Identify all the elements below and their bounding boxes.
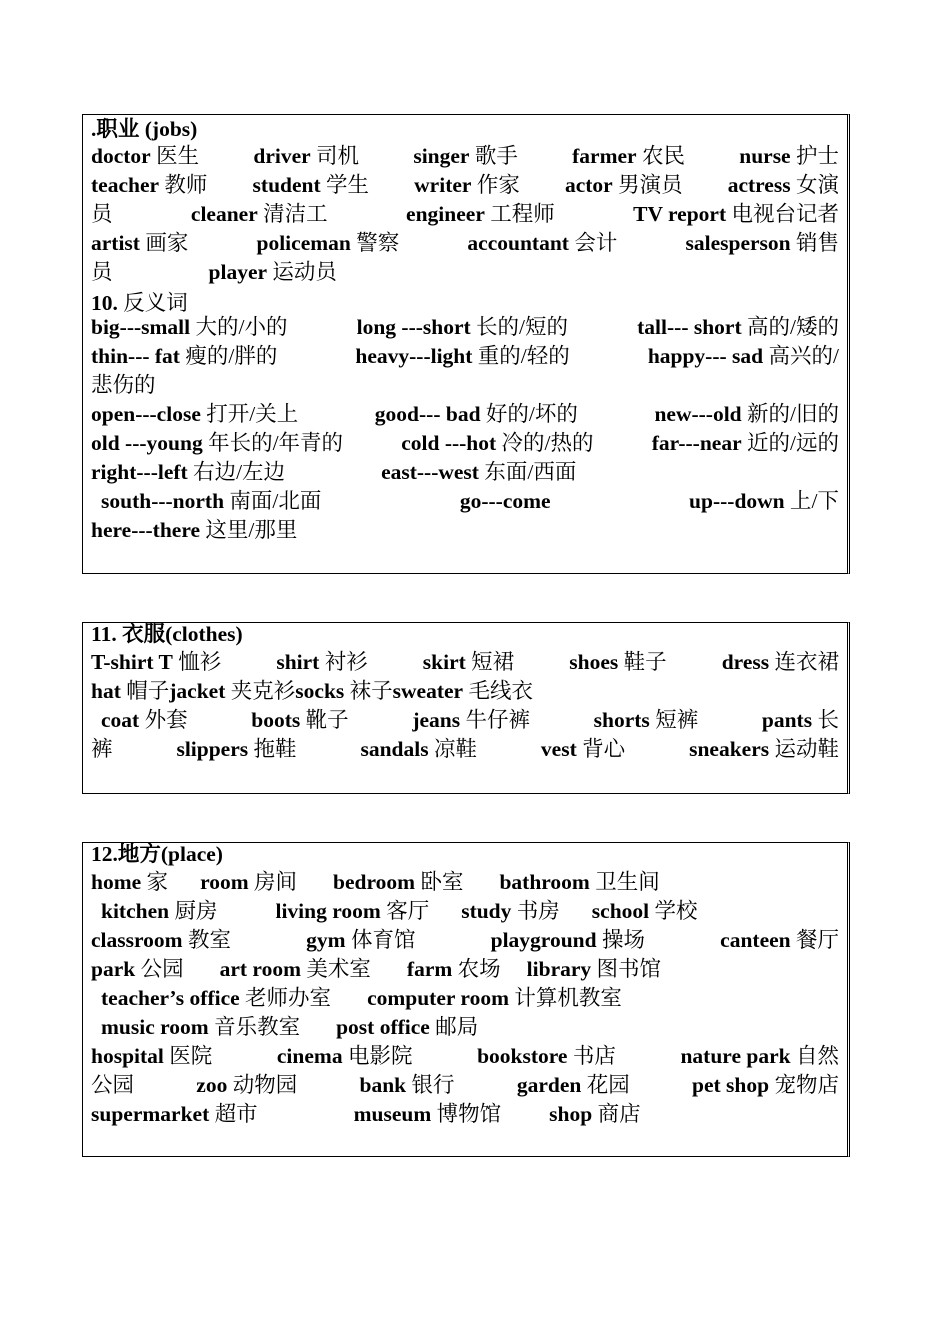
clothes-english-word: shirt — [276, 650, 320, 674]
antonyms-chinese-meaning: 南面/北面 — [224, 489, 322, 513]
clothes-chinese-meaning: 拖鞋 — [248, 737, 297, 761]
antonyms-entry — [689, 487, 839, 516]
places-entry — [196, 1071, 297, 1100]
jobs-chinese-meaning: 清洁工 — [257, 202, 328, 226]
places-english-word: shop — [549, 1102, 593, 1126]
jobs-entry — [191, 200, 328, 229]
antonyms-english-word: big---small — [91, 315, 191, 339]
jobs-chinese-meaning: 歌手 — [469, 144, 518, 168]
antonyms-row — [91, 371, 839, 400]
places-english-word: library — [526, 957, 592, 981]
places-entry — [407, 955, 501, 984]
places-entry — [461, 897, 560, 926]
places-chinese-meaning: 邮局 — [429, 1015, 479, 1039]
jobs-row — [91, 258, 839, 287]
jobs-chinese-meaning: 工程师 — [484, 202, 555, 226]
places-entry — [549, 1100, 640, 1129]
clothes-entry — [295, 677, 392, 706]
antonyms-chinese-meaning: 新的/旧的 — [741, 402, 839, 426]
clothes-chinese-meaning: 运动鞋 — [769, 737, 839, 761]
jobs-entry — [91, 171, 207, 200]
antonyms-chinese-meaning: 冷的/热的 — [496, 431, 594, 455]
places-chinese-meaning: 动物园 — [227, 1073, 298, 1097]
places-entry — [527, 955, 661, 984]
places-english-word: bookstore — [477, 1044, 568, 1068]
places-entry — [499, 868, 659, 897]
places-entry — [491, 926, 645, 955]
antonyms-english-word: cold ---hot — [401, 431, 497, 455]
clothes-row — [91, 735, 839, 764]
clothes-entry — [594, 706, 699, 735]
antonyms-chinese-meaning: 近的/远的 — [741, 431, 839, 455]
jobs-chinese-meaning: 农民 — [636, 144, 685, 168]
antonyms-heading: 10. 反义词 — [91, 291, 188, 315]
clothes-english-word: socks — [295, 679, 345, 703]
antonyms-english-word: old ---young — [91, 431, 203, 455]
places-entry — [91, 955, 184, 984]
places-english-word: classroom — [91, 928, 183, 952]
places-entry — [91, 1071, 134, 1100]
clothes-chinese-meaning: 袜子 — [344, 679, 393, 703]
places-english-word: supermarket — [91, 1102, 210, 1126]
places-english-word: computer room — [367, 986, 509, 1010]
places-chinese-meaning: 图书馆 — [591, 957, 662, 981]
places-row — [101, 1013, 839, 1042]
jobs-chinese-meaning: 警察 — [350, 231, 400, 255]
jobs-english-word: farmer — [572, 144, 637, 168]
places-entry — [680, 1042, 839, 1071]
places-english-word: music room — [101, 1015, 209, 1039]
places-english-word: bedroom — [333, 870, 416, 894]
places-english-word: study — [461, 899, 512, 923]
antonyms-chinese-meaning: 东面/西面 — [478, 460, 577, 484]
places-chinese-meaning: 医院 — [163, 1044, 213, 1068]
clothes-entry — [276, 648, 367, 677]
places-entry — [220, 955, 371, 984]
antonyms-chinese-meaning: 年长的/年青的 — [202, 431, 344, 455]
clothes-english-word: boots — [251, 708, 301, 732]
jobs-chinese-meaning: 学生 — [320, 173, 370, 197]
places-row — [91, 1100, 839, 1129]
places-english-word: living room — [275, 899, 381, 923]
antonyms-chinese-meaning: 悲伤的 — [91, 373, 156, 397]
places-english-word: hospital — [91, 1044, 164, 1068]
antonyms-chinese-meaning: 长的/短的 — [470, 315, 569, 339]
jobs-chinese-meaning: 画家 — [139, 231, 189, 255]
jobs-chinese-meaning: 电视台记者 — [726, 202, 839, 226]
places-english-word: cinema — [276, 1044, 343, 1068]
antonyms-entry — [357, 313, 568, 342]
places-entry — [101, 897, 217, 926]
antonyms-entry — [101, 487, 321, 516]
places-english-word: gym — [306, 928, 346, 952]
places-english-word: playground — [490, 928, 597, 952]
places-chinese-meaning: 花园 — [581, 1073, 630, 1097]
places-english-word: bank — [359, 1073, 407, 1097]
places-entry — [720, 926, 839, 955]
jobs-english-word: teacher — [91, 173, 160, 197]
jobs-chinese-meaning: 作家 — [471, 173, 520, 197]
antonyms-entry — [401, 429, 593, 458]
clothes-chinese-meaning: 鞋子 — [618, 650, 667, 674]
antonyms-entry — [381, 458, 576, 487]
antonyms-entry — [91, 429, 343, 458]
places-chinese-meaning: 学校 — [649, 899, 698, 923]
jobs-entry — [565, 171, 683, 200]
clothes-entry — [91, 677, 169, 706]
places-entry — [277, 1042, 413, 1071]
clothes-entry — [569, 648, 666, 677]
places-entry — [333, 868, 463, 897]
jobs-entry — [253, 171, 370, 200]
places-chinese-meaning: 卫生间 — [589, 870, 660, 894]
antonyms-entry — [637, 313, 839, 342]
jobs-english-word: singer — [413, 144, 470, 168]
places-english-word: school — [591, 899, 650, 923]
places-english-word: teacher’s office — [101, 986, 240, 1010]
places-chinese-meaning: 餐厅 — [790, 928, 839, 952]
clothes-chinese-meaning: 裤 — [91, 737, 113, 761]
places-chinese-meaning: 自然 — [790, 1044, 839, 1068]
places-english-word: room — [200, 870, 249, 894]
clothes-chinese-meaning: 帽子 — [120, 679, 170, 703]
antonyms-entry — [91, 400, 298, 429]
places-english-word: art room — [219, 957, 302, 981]
clothes-entry — [423, 648, 514, 677]
antonyms-row — [101, 487, 839, 516]
antonyms-entry — [91, 371, 156, 400]
antonyms-row — [91, 342, 839, 371]
places-entry — [517, 1071, 630, 1100]
places-chinese-meaning: 银行 — [406, 1073, 455, 1097]
jobs-entry — [91, 200, 113, 229]
clothes-entry — [412, 706, 530, 735]
antonyms-chinese-meaning: 打开/关上 — [200, 402, 299, 426]
places-chinese-meaning: 操场 — [596, 928, 645, 952]
clothes-heading: 11. 衣服(clothes) — [91, 622, 243, 646]
jobs-english-word: actress — [727, 173, 791, 197]
antonyms-entry — [654, 400, 839, 429]
places-chinese-meaning: 厨房 — [169, 899, 218, 923]
jobs-english-word: student — [252, 173, 321, 197]
places-english-word: farm — [406, 957, 453, 981]
places-chinese-meaning: 公园 — [91, 1073, 135, 1097]
antonyms-chinese-meaning: 大的/小的 — [190, 315, 288, 339]
jobs-english-word: salesperson — [685, 231, 791, 255]
clothes-entry — [91, 648, 221, 677]
places-chinese-meaning: 博物馆 — [431, 1102, 502, 1126]
clothes-english-word: T-shirt T — [91, 650, 173, 674]
clothes-entry — [762, 706, 839, 735]
places-chinese-meaning: 家 — [141, 870, 169, 894]
jobs-english-word: actor — [564, 173, 613, 197]
antonyms-english-word: here---there — [91, 518, 201, 542]
places-entry — [91, 1042, 212, 1071]
jobs-english-word: artist — [91, 231, 140, 255]
jobs-row — [91, 200, 839, 229]
jobs-chinese-meaning: 司机 — [310, 144, 360, 168]
places-english-word: canteen — [720, 928, 791, 952]
antonyms-row — [91, 458, 839, 487]
jobs-row — [91, 229, 839, 258]
clothes-english-word: slippers — [176, 737, 249, 761]
antonyms-chinese-meaning: 好的/坏的 — [480, 402, 578, 426]
clothes-entry — [176, 735, 296, 764]
places-english-word: kitchen — [101, 899, 170, 923]
clothes-chinese-meaning: 衬衫 — [319, 650, 368, 674]
clothes-chinese-meaning: 靴子 — [300, 708, 349, 732]
jobs-entry — [728, 171, 839, 200]
places-heading: 12.地方(place) — [91, 842, 223, 866]
antonyms-entry — [91, 342, 277, 371]
clothes-entry — [722, 648, 839, 677]
antonyms-english-word: south---north — [101, 489, 225, 513]
jobs-english-word: player — [208, 260, 268, 284]
jobs-entry — [413, 142, 518, 171]
places-entry — [91, 1100, 258, 1129]
jobs-entry — [633, 200, 839, 229]
jobs-english-word: engineer — [406, 202, 485, 226]
jobs-english-word: policeman — [256, 231, 351, 255]
jobs-antonyms-box — [82, 114, 850, 574]
clothes-chinese-meaning: 夹克衫 — [225, 679, 296, 703]
places-entry — [477, 1042, 616, 1071]
antonyms-english-word: long ---short — [356, 315, 471, 339]
places-english-word: zoo — [196, 1073, 228, 1097]
places-chinese-meaning: 老师办室 — [239, 986, 332, 1010]
jobs-entry — [685, 229, 839, 258]
clothes-english-word: shorts — [593, 708, 650, 732]
antonyms-entry — [460, 487, 551, 516]
places-entry — [275, 897, 429, 926]
jobs-entry — [467, 229, 617, 258]
jobs-chinese-meaning: 教师 — [159, 173, 208, 197]
clothes-box — [82, 622, 850, 794]
jobs-entry — [91, 229, 188, 258]
clothes-entry — [393, 677, 533, 706]
clothes-entry — [360, 735, 477, 764]
places-chinese-meaning: 商店 — [592, 1102, 641, 1126]
jobs-entry — [406, 200, 555, 229]
clothes-row — [91, 677, 839, 706]
antonyms-chinese-meaning: 右边/左边 — [187, 460, 286, 484]
clothes-chinese-meaning: 外套 — [139, 708, 188, 732]
antonyms-entry — [91, 458, 285, 487]
clothes-chinese-meaning: 短裤 — [649, 708, 699, 732]
jobs-entry — [253, 142, 359, 171]
places-row — [91, 926, 839, 955]
places-english-word: nature park — [680, 1044, 791, 1068]
jobs-english-word: TV report — [633, 202, 727, 226]
jobs-row — [91, 171, 839, 200]
places-entry — [91, 868, 168, 897]
clothes-entry — [689, 735, 839, 764]
places-entry — [592, 897, 698, 926]
jobs-chinese-meaning: 员 — [91, 260, 113, 284]
clothes-row — [91, 648, 839, 677]
antonyms-chinese-meaning: 瘦的/胖的 — [179, 344, 278, 368]
clothes-english-word: sweater — [392, 679, 464, 703]
clothes-english-word: pants — [761, 708, 813, 732]
jobs-chinese-meaning: 女演 — [790, 173, 839, 197]
antonyms-english-word: east---west — [381, 460, 479, 484]
places-chinese-meaning: 超市 — [209, 1102, 258, 1126]
clothes-english-word: skirt — [422, 650, 466, 674]
places-chinese-meaning: 书房 — [511, 899, 560, 923]
places-english-word: bathroom — [499, 870, 590, 894]
clothes-chinese-meaning: 恤衫 — [172, 650, 222, 674]
antonyms-english-word: far---near — [651, 431, 742, 455]
jobs-entry — [209, 258, 337, 287]
places-entry — [360, 1071, 455, 1100]
antonyms-chinese-meaning: 上/下 — [784, 489, 839, 513]
clothes-chinese-meaning: 牛仔裤 — [460, 708, 530, 732]
jobs-english-word: doctor — [91, 144, 151, 168]
antonyms-english-word: thin--- fat — [91, 344, 180, 368]
clothes-chinese-meaning: 连衣裙 — [769, 650, 839, 674]
antonyms-entry — [648, 342, 839, 371]
clothes-entry — [541, 735, 625, 764]
places-chinese-meaning: 客厅 — [380, 899, 430, 923]
antonyms-chinese-meaning: 这里/那里 — [200, 518, 298, 542]
places-chinese-meaning: 农场 — [452, 957, 501, 981]
jobs-entry — [572, 142, 685, 171]
places-chinese-meaning: 书店 — [567, 1044, 616, 1068]
places-entry — [101, 984, 331, 1013]
antonyms-english-word: new---old — [654, 402, 742, 426]
jobs-english-word: writer — [414, 173, 472, 197]
antonyms-english-word: right---left — [91, 460, 188, 484]
places-entry — [200, 868, 297, 897]
jobs-heading: .职业 (jobs) — [91, 117, 198, 141]
clothes-entry — [91, 735, 113, 764]
clothes-english-word: vest — [540, 737, 577, 761]
clothes-english-word: shoes — [569, 650, 619, 674]
places-chinese-meaning: 宠物店 — [769, 1073, 839, 1097]
jobs-chinese-meaning: 运动员 — [267, 260, 337, 284]
jobs-entry — [739, 142, 839, 171]
clothes-english-word: jacket — [169, 679, 226, 703]
clothes-chinese-meaning: 长 — [812, 708, 839, 732]
places-entry — [367, 984, 622, 1013]
places-row — [91, 955, 839, 984]
jobs-chinese-meaning: 会计 — [568, 231, 618, 255]
clothes-english-word: dress — [721, 650, 770, 674]
places-english-word: museum — [353, 1102, 432, 1126]
places-english-word: pet shop — [691, 1073, 770, 1097]
antonyms-row — [91, 313, 839, 342]
jobs-chinese-meaning: 销售 — [790, 231, 839, 255]
places-box — [82, 842, 850, 1157]
clothes-english-word: hat — [91, 679, 121, 703]
jobs-english-word: accountant — [467, 231, 569, 255]
places-row — [91, 868, 839, 897]
clothes-chinese-meaning: 短裙 — [465, 650, 515, 674]
places-entry — [91, 926, 231, 955]
antonyms-english-word: up---down — [689, 489, 785, 513]
clothes-english-word: coat — [101, 708, 140, 732]
antonyms-english-word: good--- bad — [374, 402, 481, 426]
places-english-word: park — [91, 957, 136, 981]
jobs-english-word: cleaner — [190, 202, 258, 226]
antonyms-english-word: open---close — [91, 402, 201, 426]
clothes-english-word: jeans — [412, 708, 461, 732]
places-chinese-meaning: 音乐教室 — [208, 1015, 301, 1039]
places-row — [101, 897, 839, 926]
antonyms-entry — [375, 400, 578, 429]
places-entry — [306, 926, 415, 955]
antonyms-chinese-meaning: 高兴的/ — [763, 344, 839, 368]
clothes-english-word: sandals — [360, 737, 429, 761]
jobs-english-word: nurse — [739, 144, 791, 168]
places-chinese-meaning: 教室 — [182, 928, 231, 952]
clothes-chinese-meaning: 背心 — [576, 737, 626, 761]
clothes-entry — [169, 677, 295, 706]
clothes-entry — [251, 706, 348, 735]
places-entry — [354, 1100, 502, 1129]
antonyms-row — [91, 400, 839, 429]
antonyms-entry — [91, 516, 297, 545]
places-row — [91, 1071, 839, 1100]
places-chinese-meaning: 电影院 — [342, 1044, 413, 1068]
jobs-chinese-meaning: 护士 — [790, 144, 839, 168]
jobs-english-word: driver — [253, 144, 311, 168]
places-chinese-meaning: 计算机教室 — [508, 986, 622, 1010]
antonyms-english-word: go---come — [459, 489, 551, 513]
places-chinese-meaning: 公园 — [135, 957, 184, 981]
clothes-row — [101, 706, 839, 735]
clothes-chinese-meaning: 凉鞋 — [428, 737, 477, 761]
antonyms-chinese-meaning: 高的/矮的 — [741, 315, 839, 339]
places-chinese-meaning: 房间 — [248, 870, 298, 894]
clothes-english-word: sneakers — [689, 737, 770, 761]
clothes-chinese-meaning: 毛线衣 — [463, 679, 533, 703]
jobs-chinese-meaning: 员 — [91, 202, 113, 226]
antonyms-entry — [355, 342, 569, 371]
antonyms-entry — [91, 313, 288, 342]
clothes-entry — [101, 706, 188, 735]
places-english-word: post office — [336, 1015, 430, 1039]
places-chinese-meaning: 美术室 — [301, 957, 371, 981]
antonyms-row — [91, 516, 839, 545]
jobs-entry — [414, 171, 520, 200]
jobs-entry — [91, 258, 113, 287]
jobs-chinese-meaning: 男演员 — [612, 173, 683, 197]
antonyms-english-word: tall--- short — [637, 315, 742, 339]
places-entry — [692, 1071, 839, 1100]
jobs-chinese-meaning: 医生 — [150, 144, 200, 168]
antonyms-entry — [652, 429, 839, 458]
places-english-word: home — [91, 870, 142, 894]
antonyms-english-word: heavy---light — [355, 344, 473, 368]
places-entry — [336, 1013, 478, 1042]
antonyms-english-word: happy--- sad — [647, 344, 764, 368]
places-entry — [101, 1013, 300, 1042]
places-chinese-meaning: 体育馆 — [345, 928, 416, 952]
jobs-row — [91, 142, 839, 171]
jobs-entry — [257, 229, 400, 258]
antonyms-row — [91, 429, 839, 458]
places-english-word: garden — [516, 1073, 582, 1097]
places-row — [101, 984, 839, 1013]
antonyms-chinese-meaning: 重的/轻的 — [472, 344, 570, 368]
jobs-entry — [91, 142, 199, 171]
places-chinese-meaning: 卧室 — [415, 870, 464, 894]
places-row — [91, 1042, 839, 1071]
